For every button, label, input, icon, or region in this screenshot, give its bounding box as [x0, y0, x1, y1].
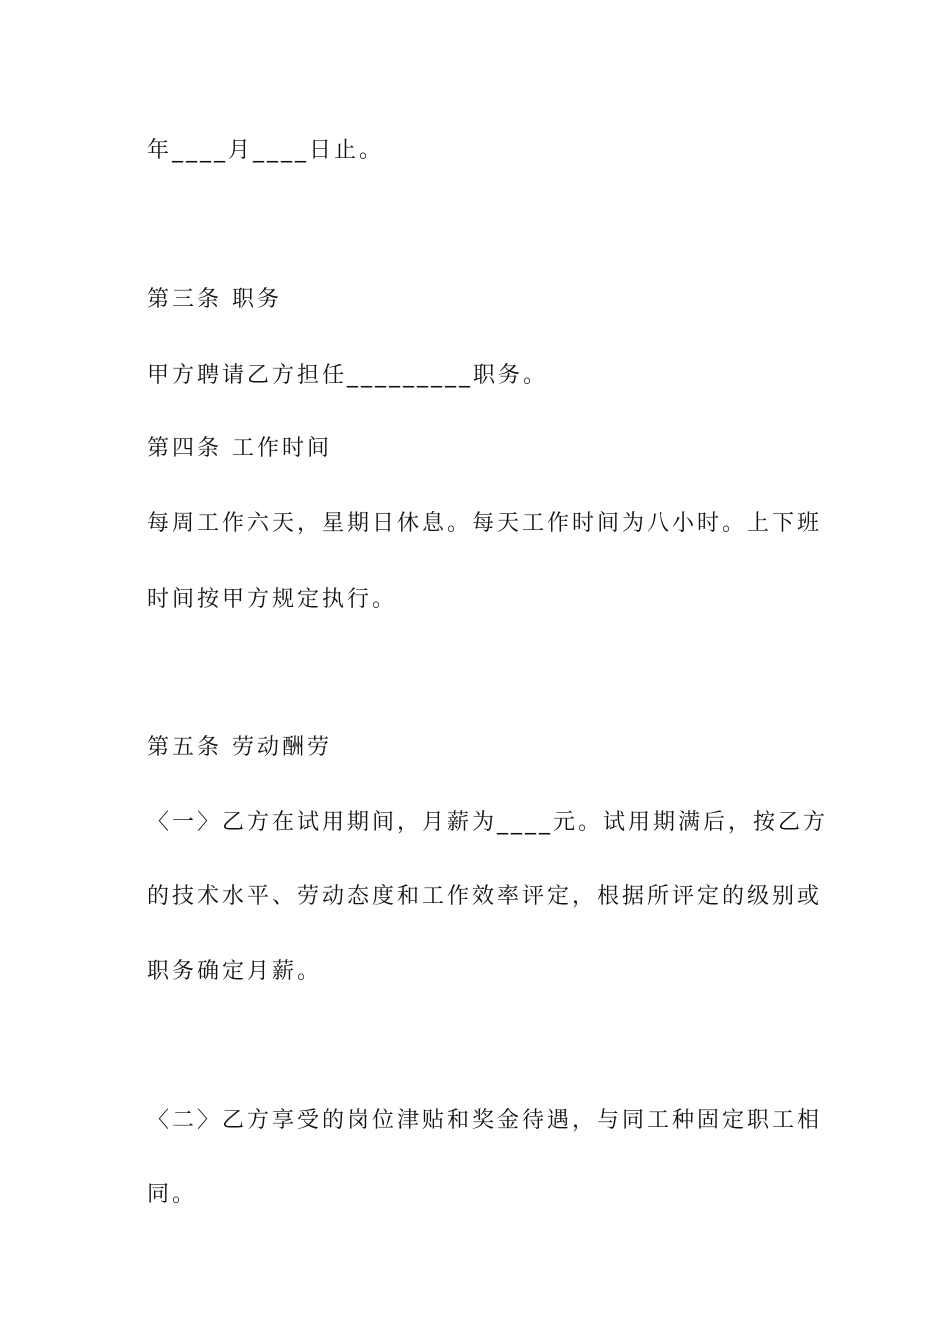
article-4-body-line-1: 每周工作六天，星期日休息。每天工作时间为八小时。上下班 [147, 511, 823, 536]
article-4-body-line-2: 时间按甲方规定执行。 [147, 587, 398, 612]
article-5-clause-2-line-2: 同。 [147, 1182, 198, 1207]
article-3-body: 甲方聘请乙方担任_________职务。 [147, 363, 549, 388]
article-5-clause-1-line-3: 职务确定月薪。 [147, 959, 323, 984]
article-3-heading: 第三条 职务 [147, 287, 282, 312]
article-5-clause-1-line-1: 〈一〉乙方在试用期间，月薪为____元。试用期满后，按乙方 [147, 810, 829, 835]
article-5-heading: 第五条 劳动酬劳 [147, 735, 332, 760]
article-4-heading: 第四条 工作时间 [147, 436, 332, 461]
article-5-clause-2-line-1: 〈二〉乙方享受的岗位津贴和奖金待遇，与同工种固定职工相 [147, 1108, 823, 1133]
article-5-clause-1-line-2: 的技术水平、劳动态度和工作效率评定，根据所评定的级别或 [147, 884, 823, 909]
date-end-line: 年____月____日止。 [147, 138, 385, 163]
